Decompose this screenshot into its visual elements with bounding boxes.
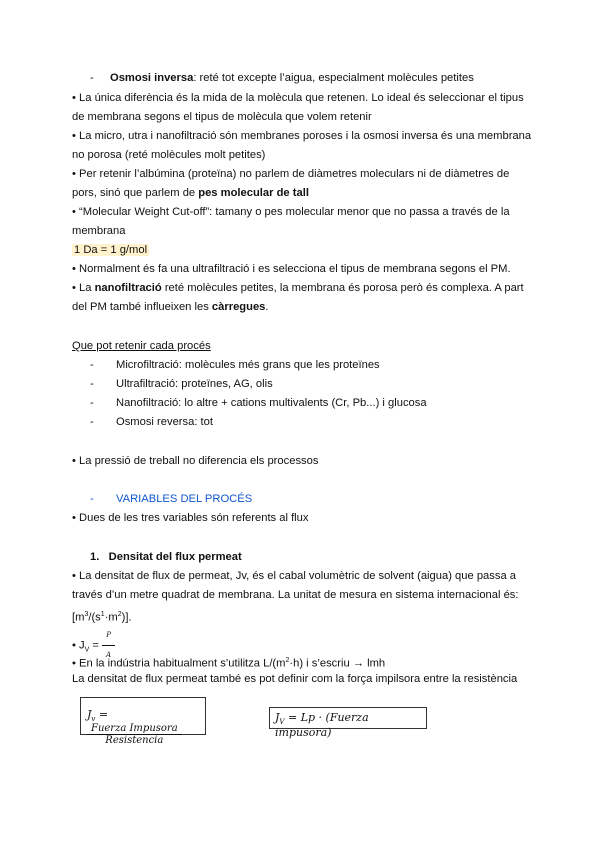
unit-line [72, 605, 542, 628]
formula-1 [87, 708, 205, 746]
formula-sub: V [279, 718, 285, 727]
bullet-4: • “Molecular Weight Cut-off”: tamany o pes molecular menor que no passa a través de la [72, 206, 510, 218]
bullet-6b-pre: del PM també influeixen les [72, 301, 212, 313]
definition-line: La densitat de flux permeat també es pot definir com la força impilsora entre la resistència [72, 673, 518, 685]
formula-eq: = [95, 708, 109, 721]
formula-num: Fuerza Impusora [87, 723, 182, 735]
bullet-6-post: reté molècules petites, la membrana és porosa però és complexa. A part [161, 282, 524, 294]
dash-marker: - [90, 72, 94, 84]
bullet-6-cont [72, 298, 542, 317]
bullet-6-pre: • La [72, 282, 95, 294]
bullet-6-bold: nanofiltració [94, 282, 162, 294]
variables-heading [90, 490, 560, 509]
osmosi-desc: : reté tot excepte l’aigua, especialment molècules petites [193, 72, 474, 84]
retain-heading: Que pot retenir cada procés [72, 340, 211, 352]
bullet-1-cont: de membrana segons el tipus de molècula que volem retenir [72, 111, 372, 123]
formula-sub: v [91, 715, 96, 724]
jv-text: • J [72, 639, 85, 652]
unit-text: [m [72, 611, 85, 624]
da-highlight: 1 Da = 1 g/mol [74, 244, 148, 256]
section-number: 1. [90, 551, 100, 563]
formula-box-2 [269, 707, 427, 740]
retain-item [90, 394, 560, 413]
retain-item [90, 356, 560, 375]
unit-sup: 2 [117, 611, 122, 618]
bullet-3: • Per retenir l’albúmina (proteïna) no parlem de diàmetres moleculars ni de diàmetres de [72, 168, 510, 180]
retain-item-text: Osmosi reversa: tot [116, 416, 213, 428]
jv-den: A [106, 651, 112, 659]
osmosi-line [90, 69, 560, 88]
dash-marker: - [90, 493, 94, 505]
pressure-line: • La pressió de treball no diferencia els processos [72, 455, 319, 467]
industry-text: ·h) i s’escriu → lmh [289, 657, 386, 670]
formula-fraction [87, 723, 182, 746]
formula-box-1 [80, 697, 206, 747]
jv-eq: = [89, 639, 103, 652]
bullet-4-cont: membrana [72, 225, 126, 237]
section-1-p1-cont: través d’un metre quadrat de membrana. La unitat de mesura en sistema internacional és: [72, 589, 519, 601]
section-1-heading [90, 548, 560, 567]
jv-sub: V [84, 646, 90, 654]
da-line [72, 241, 542, 260]
section-title: Densitat del flux permeat [108, 551, 242, 563]
formula-rhs: = Lp · (Fuerza impusora) [275, 711, 369, 740]
formula-den: Resistencia [105, 735, 164, 747]
formula-lhs: J [87, 708, 92, 721]
bullet-3-text: pors, sinó que parlem de [72, 187, 199, 199]
industry-text: • En la indústria habitualment s’utilitza L/(m [72, 657, 286, 670]
bullet-2-cont: no porosa (reté molècules molt petites) [72, 149, 266, 161]
unit-sup: 1 [100, 611, 105, 618]
formula-2 [275, 711, 426, 739]
dash-marker: - [90, 359, 94, 371]
bullet-2: • La micro, utra i nanofiltració són membranes poroses i la osmosi inversa és una membrana [72, 130, 532, 142]
industry-sup: 2 [285, 657, 290, 664]
osmosi-term: Osmosi inversa [110, 72, 194, 84]
retain-item [90, 375, 560, 394]
retain-item [90, 413, 560, 432]
bullet-3-cont [72, 184, 542, 203]
bullet-6b-post: . [265, 301, 269, 313]
bullet-5: • Normalment és fa una ultrafiltració i es selecciona el tipus de membrana segons el PM. [72, 263, 511, 275]
variables-heading-text: VARIABLES DEL PROCÉS [116, 493, 253, 505]
bullet-6b-bold: càrregues [211, 301, 266, 313]
variables-intro: • Dues de les tres variables són referents al flux [72, 512, 309, 524]
unit-text: /(s [88, 611, 101, 624]
retain-item-text: Nanofiltració: lo altre + cations multivalents (Cr, Pb...) i glucosa [116, 397, 427, 409]
bullet-1: • La única diferència és la mida de la molècula que retenen. Lo ideal és seleccionar el tipus [72, 92, 524, 104]
retain-item-text: Ultrafiltració: proteïnes, AG, olis [116, 378, 273, 390]
bullet-3-bold: pes molecular de tall [198, 187, 309, 199]
dash-marker: - [90, 397, 94, 409]
bullet-6 [72, 279, 542, 298]
dash-marker: - [90, 378, 94, 390]
unit-sup: 3 [84, 611, 89, 618]
unit-text: )]. [121, 611, 132, 624]
jv-num: P [102, 626, 115, 646]
retain-item-text: Microfiltració: molècules més grans que les proteïnes [116, 359, 380, 371]
section-1-p1: • La densitat de flux de permeat, Jv, és el cabal volumètric de solvent (aigua) que passa a [72, 570, 516, 582]
dash-marker: - [90, 416, 94, 428]
unit-text: ·m [104, 611, 118, 624]
formula-lhs: J [275, 711, 280, 724]
